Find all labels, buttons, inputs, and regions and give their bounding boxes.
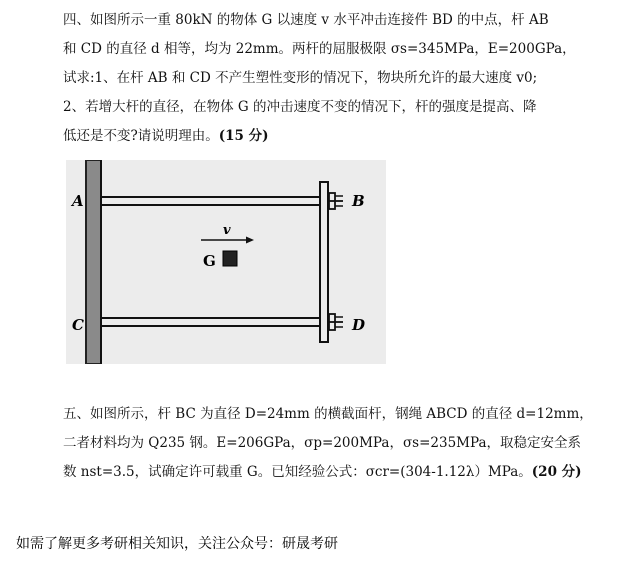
wall — [86, 160, 101, 364]
footer-note: 如需了解更多考研相关知识，关注公众号：研晟考研 — [16, 536, 338, 552]
question-5-line-3-text: 数 nst=3.5，试确定许可载重 G。已知经验公式：σcr=(304-1.12λ）MPa。 — [63, 464, 532, 480]
label-v: v — [223, 223, 231, 238]
label-b: B — [352, 192, 365, 210]
question-5-line-2: 二者材料均为 Q235 钢。E=206GPa，σp=200MPa，σs=235MPa，取稳定安全系 — [63, 435, 582, 451]
impact-figure — [66, 160, 386, 364]
question-5-line-1: 五、如图所示，杆 BC 为直径 D=24mm 的横截面杆，钢绳 ABCD 的直径 d=12mm， — [63, 406, 593, 422]
question-4-line-5-text: 低还是不变?请说明理由。 — [63, 128, 219, 144]
velocity-arrow-head — [246, 237, 254, 244]
connector-bd — [320, 182, 328, 342]
question-5-score: (20 分) — [531, 464, 582, 480]
block-g — [223, 251, 237, 266]
question-4-line-2: 和 CD 的直径 d 相等，均为 22mm。两杆的屈服极限 σs=345MPa，E=200GPa， — [63, 41, 576, 57]
question-5 — [63, 400, 623, 487]
label-g: G — [203, 252, 216, 270]
label-d: D — [352, 316, 366, 334]
question-4-line-3: 试求:1、在杆 AB 和 CD 不产生塑性变形的情况下，物块所允许的最大速度 v0; — [63, 70, 538, 86]
question-4 — [63, 6, 623, 151]
question-4-score: (15 分) — [218, 128, 269, 144]
label-a: A — [72, 192, 84, 210]
question-5-line-3 — [63, 458, 623, 487]
question-4-line-5 — [63, 122, 623, 151]
label-c: C — [72, 316, 84, 334]
question-4-line-4: 2、若增大杆的直径，在物体 G 的冲击速度不变的情况下，杆的强度是提高、降 — [63, 99, 537, 115]
impact-diagram — [66, 160, 386, 364]
question-4-line-1: 四、如图所示一重 80kN 的物体 G 以速度 v 水平冲击连接件 BD 的中点，杆 AB — [63, 12, 549, 28]
